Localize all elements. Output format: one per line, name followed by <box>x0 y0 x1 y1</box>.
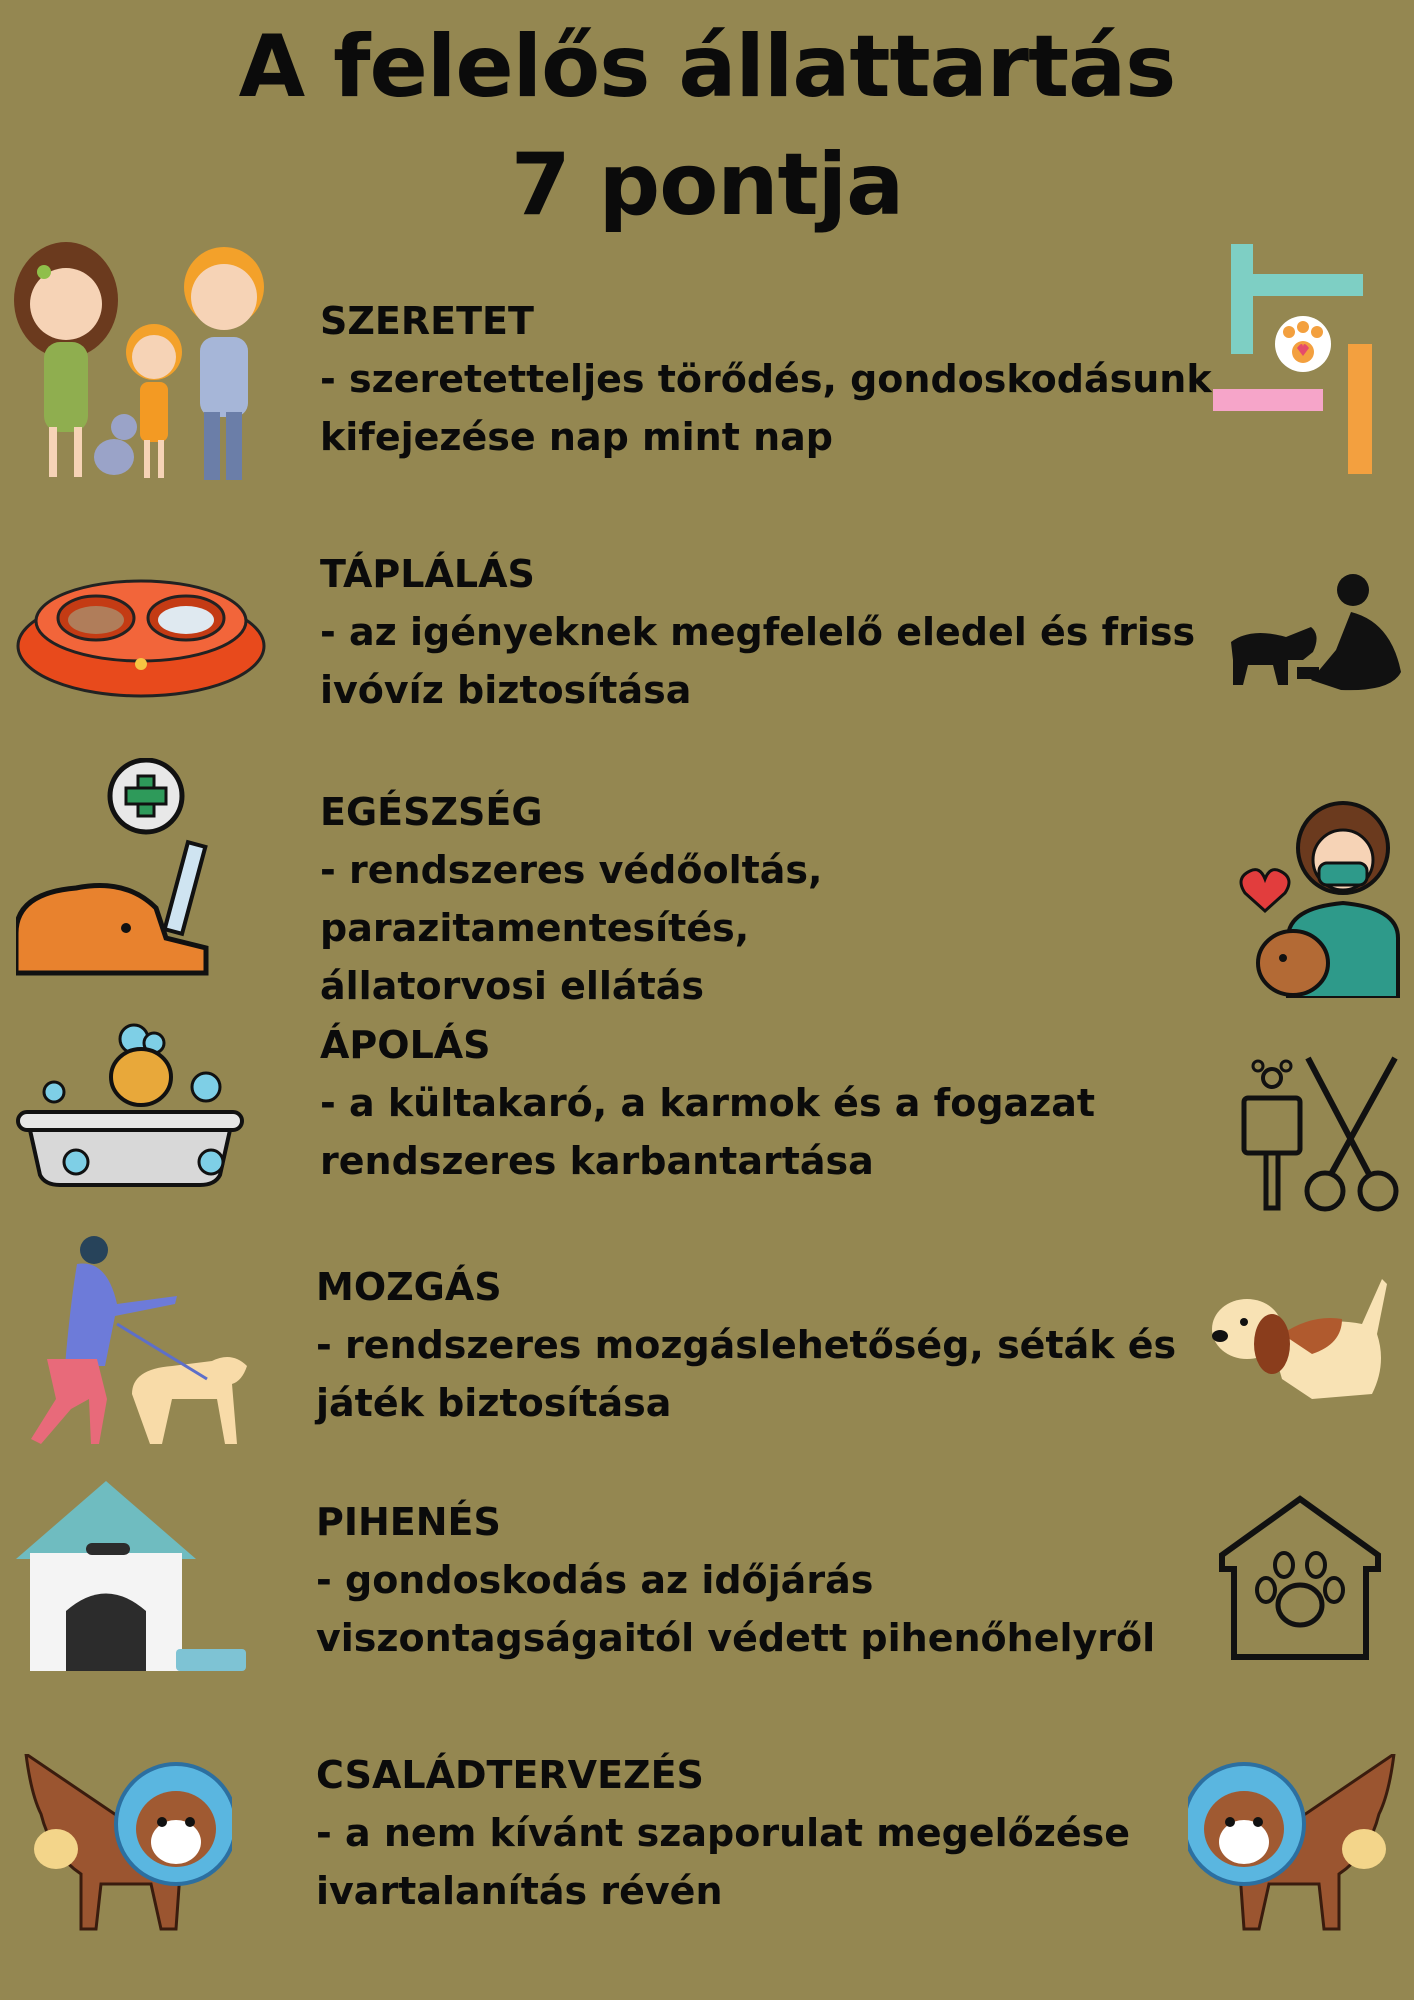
dog-house-icon <box>16 1481 246 1673</box>
grooming-brush-scissors-icon <box>1240 1056 1400 1216</box>
section-line-1: - az igényeknek megfelelő eledel és friss <box>320 610 1196 654</box>
family-with-cat-icon <box>14 242 284 487</box>
dog-with-cone-icon <box>16 1754 232 1934</box>
section-line-2: ivóvíz biztosítása <box>320 668 692 712</box>
hands-with-paw-heart-icon <box>1213 244 1393 476</box>
section-line-1: - rendszeres védőoltás, parazitamentesítés, <box>320 848 823 950</box>
section-line-1: - a nem kívánt szaporulat megelőzése <box>316 1811 1130 1855</box>
title-line-1: A felelős állattartás <box>238 17 1176 117</box>
section-line-2: kifejezése nap mint nap <box>320 415 833 459</box>
section-text <box>320 783 1240 1015</box>
dog-vaccine-syringe-icon <box>16 758 216 978</box>
section-line-2: ivartalanítás révén <box>316 1869 723 1913</box>
veterinarian-with-dog-icon <box>1233 798 1403 998</box>
section-line-1: - gondoskodás az időjárás <box>316 1558 874 1602</box>
playful-dog-icon <box>1212 1274 1392 1406</box>
section-heading: CSALÁDTERVEZÉS <box>316 1753 704 1797</box>
section-text <box>316 1493 1236 1667</box>
section-heading: SZERETET <box>320 299 534 343</box>
dog-with-cone-mirrored-icon <box>1188 1754 1404 1934</box>
section-text <box>320 292 1240 466</box>
section-text <box>320 1016 1240 1190</box>
section-heading: EGÉSZSÉG <box>320 790 543 834</box>
section-text <box>320 545 1240 719</box>
section-heading: MOZGÁS <box>316 1265 502 1309</box>
title-line-2: 7 pontja <box>510 135 904 235</box>
section-line-1: - szeretetteljes törődés, gondoskodásunk <box>320 357 1212 401</box>
section-text <box>316 1746 1236 1920</box>
section-line-2: játék biztosítása <box>316 1381 672 1425</box>
page-title <box>0 8 1414 244</box>
section-heading: ÁPOLÁS <box>320 1023 491 1067</box>
dog-bathtub-icon <box>16 1017 246 1187</box>
paw-house-outline-icon <box>1218 1495 1383 1663</box>
pet-food-bowl-icon <box>16 566 266 698</box>
woman-walking-dog-icon <box>22 1234 254 1446</box>
person-feeding-dog-icon <box>1221 572 1411 694</box>
section-heading: TÁPLÁLÁS <box>320 552 535 596</box>
section-line-2: rendszeres karbantartása <box>320 1139 874 1183</box>
section-line-1: - a kültakaró, a karmok és a fogazat <box>320 1081 1096 1125</box>
section-heading: PIHENÉS <box>316 1500 501 1544</box>
section-line-2: viszontagságaitól védett pihenőhelyről <box>316 1616 1156 1660</box>
section-line-2: állatorvosi ellátás <box>320 964 704 1008</box>
section-text <box>316 1258 1236 1432</box>
section-line-1: - rendszeres mozgáslehetőség, séták és <box>316 1323 1177 1367</box>
